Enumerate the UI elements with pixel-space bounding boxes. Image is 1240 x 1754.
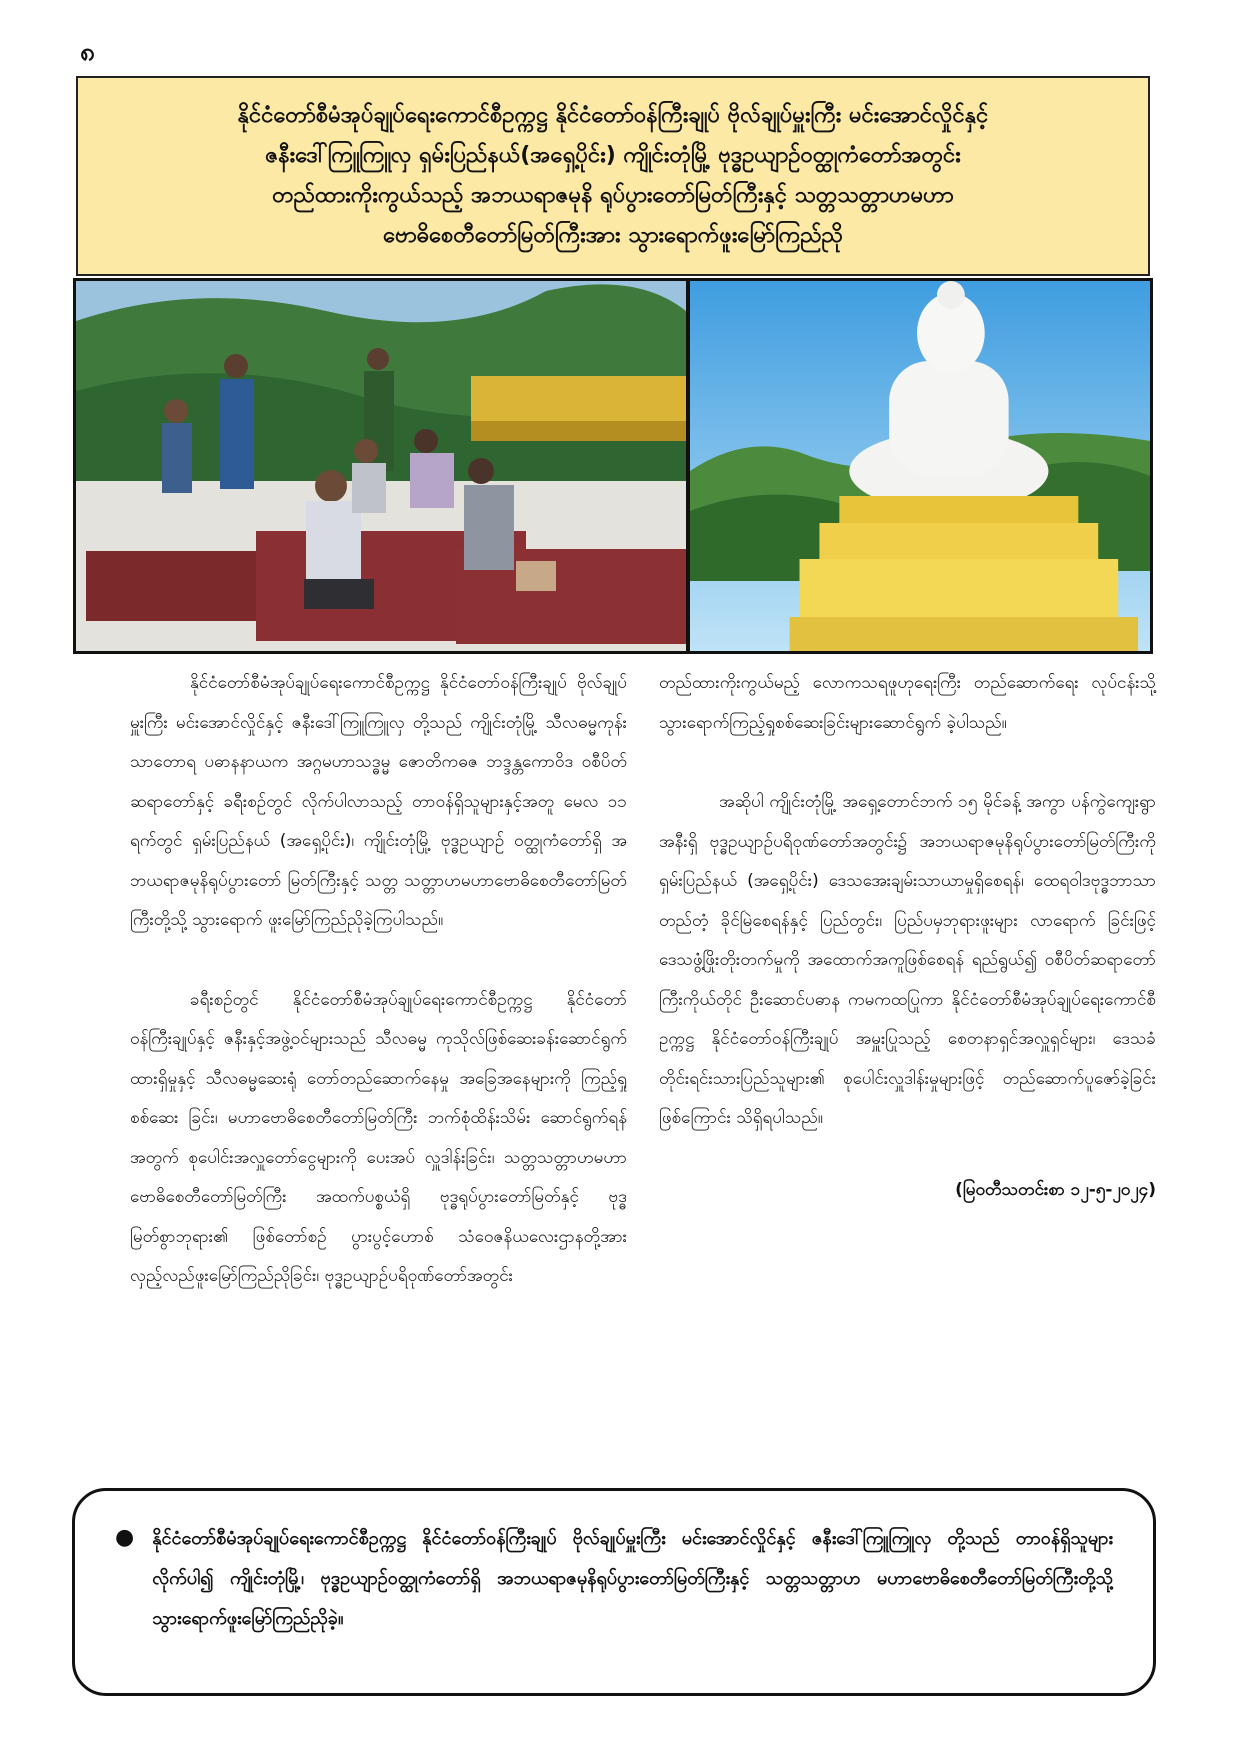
article-column-left	[130, 664, 627, 1297]
news-source: (မြဝတီသတင်းစာ ၁၂-၅-၂၀၂၄)	[955, 1179, 1156, 1200]
page-number: ၈	[80, 37, 95, 67]
article-paragraph: နိုင်ငံတော်စီမံအုပ်ချုပ်ရေးကောင်စီဥက္ကဋ္ဌ နိုင်ငံတော်ဝန်ကြီးချုပ် ဗိုလ်ချုပ်မှူးကြီး မင်းအောင်လှိုင်နှင့် ဇနီးဒေါ်ကြူကြူလှ တို့သည် ကျိုင်းတုံမြို့ သီလဓမ္မကုန်းသာတောရ ပဓာနနာယက အဂ္ဂမဟာသဒ္ဓမ္မ ဇောတိကဓဇ ဘဒ္ဒန္တကောဝိဒ ဝစီပိတ်ဆရာတော်နှင့် ခရီးစဉ်တွင် လိုက်ပါလာသည့် တာဝန်ရှိသူများနှင့်အတူ မေလ ၁၁ ရက်တွင် ရှမ်းပြည်နယ် (အရှေ့ပိုင်း)၊ ကျိုင်းတုံမြို့ ဗုဒ္ဓဥယျာဉ် ဝတ္ထုကံတော်ရှိ အဘယရာဇမုနိရုပ်ပွားတော် မြတ်ကြီးနှင့် သတ္တ သတ္တာဟမဟာဗောဓိစေတီတော်မြတ်ကြီးတို့သို့ သွားရောက် ဖူးမြော်ကြည်ညိုခဲ့ကြပါသည်။	[130, 673, 627, 930]
article-paragraph: ခရီးစဉ်တွင် နိုင်ငံတော်စီမံအုပ်ချုပ်ရေးကောင်စီဥက္ကဋ္ဌ နိုင်ငံတော်ဝန်ကြီးချုပ်နှင့် ဇနီးနှင့်အဖွဲ့ဝင်များသည် သီလဓမ္မ ကုသိုလ်ဖြစ်ဆေးခန်းဆောင်ရွက်ထားရှိမှုနှင့် သီလဓမ္မဆေးရုံ တော်တည်ဆောက်နေမှု အခြေအနေများကို ကြည့်ရှုစစ်ဆေး ခြင်း၊ မဟာဗောဓိစေတီတော်မြတ်ကြီး ဘက်စုံထိန်းသိမ်း ဆောင်ရွက်ရန်အတွက် စုပေါင်းအလှူတော်ငွေများကို ပေးအပ် လှူဒါန်းခြင်း၊ သတ္တသတ္တာဟမဟာဗောဓိစေတီတော်မြတ်ကြီး အထက်ပစ္စယံရှိ ဗုဒ္ဓရုပ်ပွားတော်မြတ်နှင့် ဗုဒ္ဓမြတ်စွာဘုရား၏ ဖြစ်တော်စဉ် ပွားပွင့်ဟောစ် သံဝေဇနိယလေးဌာနတို့အား လှည့်လည်ဖူးမြော်ကြည်ညိုခြင်း၊ ဗုဒ္ဓဥယျာဉ်ပရိဝုဏ်တော်အတွင်း	[130, 989, 627, 1286]
headline-line-2: ဇနီးဒေါ်ကြူကြူလှ ရှမ်းပြည်နယ်(အရှေ့ပိုင်း) ကျိုင်းတုံမြို့ ဗုဒ္ဓဥယျာဉ်ဝတ္ထုကံတော်အတွင်း	[265, 143, 961, 168]
buddha-statue-photo	[690, 281, 1150, 651]
buddha-statue-photo-image	[690, 281, 1150, 651]
article-paragraph: အဆိုပါ ကျိုင်းတုံမြို့ အရှေ့တောင်ဘက် ၁၅ မိုင်ခန့် အကွာ ပန်ကွဲကျေးရွာအနီးရှိ ဗုဒ္ဓဥယျာဉ်ပရိဝုဏ်တော်အတွင်း၌ အဘယရာဇမုနိရုပ်ပွားတော်မြတ်ကြီးကို ရှမ်းပြည်နယ် (အရှေ့ပိုင်း) ဒေသအေးချမ်းသာယာမှုရှိစေရန်၊ ထေရဝါဒဗုဒ္ဓဘာသာ တည်တံ့ ခိုင်မြဲစေရန်နှင့် ပြည်တွင်း၊ ပြည်ပမှဘုရားဖူးများ လာရောက် ခြင်းဖြင့် ဒေသဖွံ့ဖြိုးတိုးတက်မှုကို အထောက်အကူဖြစ်စေရန် ရည်ရွယ်၍ ဝစီပိတ်ဆရာတော်ကြီးကိုယ်တိုင် ဦးဆောင်ပဓာန ကမကထပြုကာ နိုင်ငံတော်စီမံအုပ်ချုပ်ရေးကောင်စီဥက္ကဋ္ဌ နိုင်ငံတော်ဝန်ကြီးချုပ် အမှူးပြုသည့် စေတနာရှင်အလှူရှင်များ၊ ဒေသခံတိုင်းရင်းသားပြည်သူများ၏ စုပေါင်းလှူဒါန်းမှုများဖြင့် တည်ဆောက်ပူဇော်ခဲ့ခြင်းဖြစ်ကြောင်း သိရှိရပါသည်။	[659, 792, 1156, 1128]
ceremony-photo	[76, 281, 690, 651]
article-paragraph: တည်ထားကိုးကွယ်မည့် လောကသရဖူဟုရေးကြီး တည်ဆောက်ရေး လုပ်ငန်းသို့ သွားရောက်ကြည့်ရှုစစ်ဆေးခြင်းများဆောင်ရွက် ခဲ့ပါသည်။	[659, 673, 1156, 733]
headline-line-4: ဗောဓိစေတီတော်မြတ်ကြီးအား သွားရောက်ဖူးမြော်ကြည်ညို	[383, 223, 843, 248]
headline-box	[76, 76, 1150, 276]
headline-line-3: တည်ထားကိုးကွယ်သည့် အဘယရာဇမုနိ ရုပ်ပွားတော်မြတ်ကြီးနှင့် သတ္တသတ္တာဟမဟာ	[272, 183, 954, 208]
summary-text: နိုင်ငံတော်စီမံအုပ်ချုပ်ရေးကောင်စီဥက္ကဋ္ဌ နိုင်ငံတော်ဝန်ကြီးချုပ် ဗိုလ်ချုပ်မှူးကြီး မင်းအောင်လှိုင်နှင့် ဇနီးဒေါ်ကြူကြူလှ တို့သည် တာဝန်ရှိသူများလိုက်ပါ၍ ကျိုင်းတုံမြို့၊ ဗုဒ္ဓဥယျာဉ်ဝတ္ထုကံတော်ရှိ အဘယရာဇမုနိရုပ်ပွားတော်မြတ်ကြီးနှင့် သတ္တသတ္တာဟ မဟာဗောဓိစေတီတော်မြတ်ကြီးတို့သို့ သွားရောက်ဖူးမြော်ကြည်ညိုခဲ့။	[152, 1528, 1113, 1629]
article-columns	[130, 664, 1160, 1297]
bullet-icon: ●	[115, 1525, 135, 1550]
headline-line-1: နိုင်ငံတော်စီမံအုပ်ချုပ်ရေးကောင်စီဥက္ကဋ္ဌ နိုင်ငံတော်ဝန်ကြီးချုပ် ဗိုလ်ချုပ်မှူးကြီး မင်းအောင်လှိုင်နှင့်	[237, 103, 989, 128]
article-column-right	[659, 664, 1156, 1297]
photo-strip	[73, 278, 1153, 654]
summary-box	[72, 1488, 1156, 1696]
ceremony-photo-image	[76, 281, 686, 651]
